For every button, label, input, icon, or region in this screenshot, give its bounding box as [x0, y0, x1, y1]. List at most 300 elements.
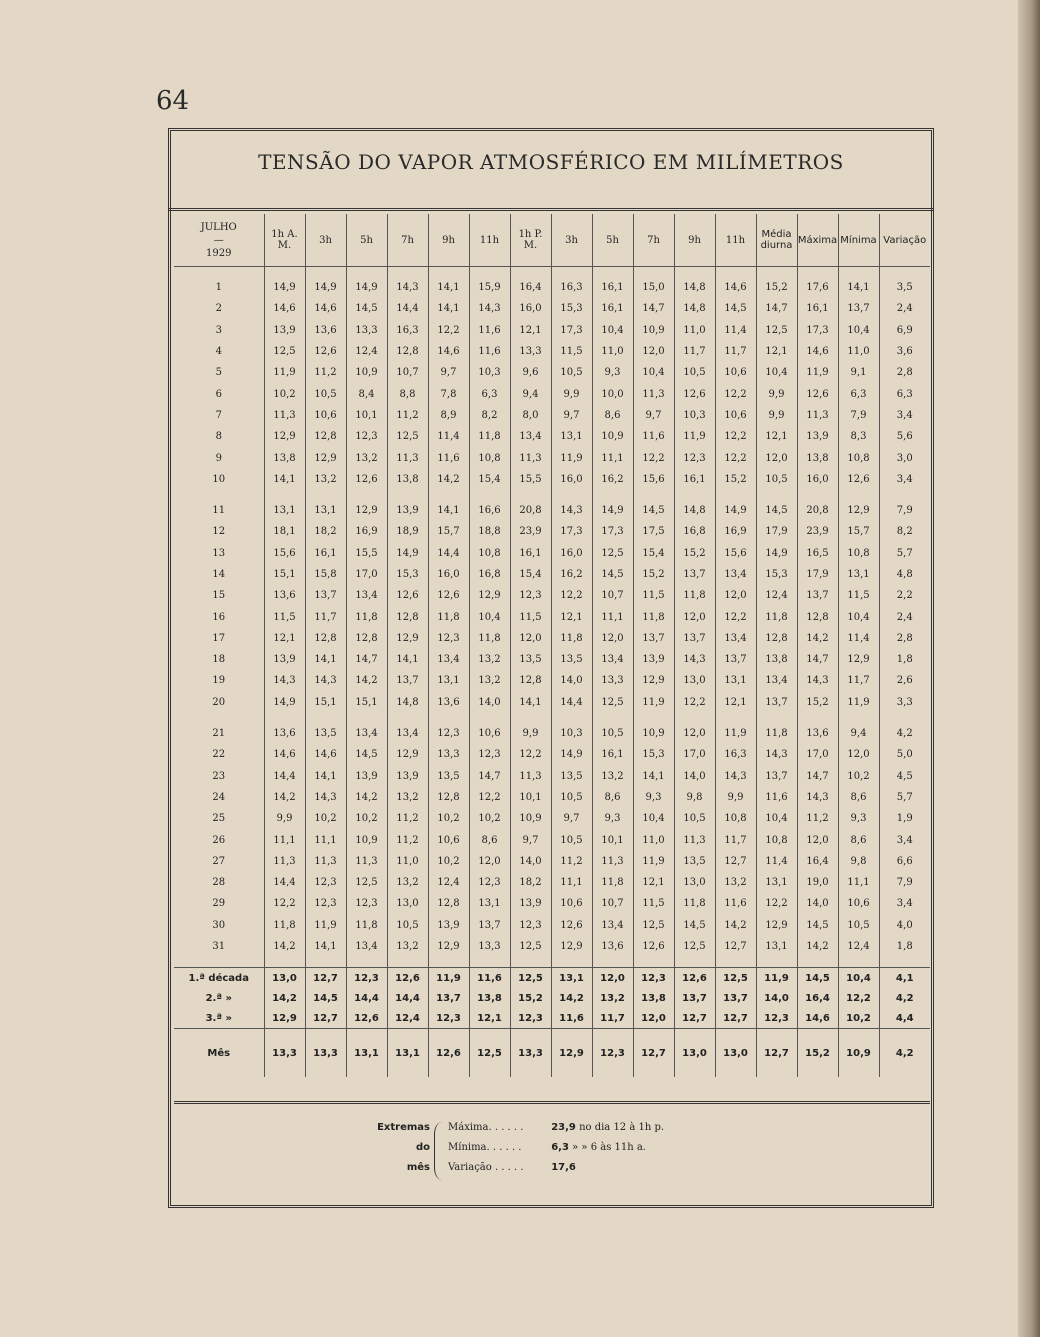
table-cell: 14,2 [715, 915, 756, 936]
table-cell: 5,0 [879, 744, 930, 765]
table-cell: 12,5 [469, 1029, 510, 1078]
title-divider [168, 208, 934, 211]
table-cell: 17,3 [797, 320, 838, 341]
table-cell: 12,3 [428, 1008, 469, 1029]
table-cell: 14,3 [674, 649, 715, 670]
table-cell: 14,7 [346, 649, 387, 670]
table-cell: 14,4 [551, 692, 592, 713]
table-cell: 15,7 [838, 521, 879, 542]
table-cell: 11,2 [797, 808, 838, 829]
table-cell: 16,4 [797, 988, 838, 1008]
table-cell: 8,6 [838, 787, 879, 808]
table-cell: 14,4 [387, 298, 428, 319]
table-cell: 13,7 [387, 670, 428, 691]
table-row [174, 692, 930, 713]
row-label: 28 [212, 877, 226, 889]
table-cell: 13,4 [346, 723, 387, 744]
table-cell: 10,5 [592, 723, 633, 744]
table-cell: 12,7 [633, 1029, 674, 1078]
table-cell: 16,4 [510, 277, 551, 298]
table-cell: 12,1 [633, 872, 674, 893]
table-cell: 16,1 [510, 543, 551, 564]
table-cell: 16,0 [551, 469, 592, 490]
table-cell: 12,7 [715, 851, 756, 872]
col-header: 11h [715, 214, 756, 267]
table-cell: 10,8 [756, 829, 797, 850]
table-cell: 12,2 [674, 692, 715, 713]
table-cell: 11,1 [838, 872, 879, 893]
table-cell: 13,1 [551, 426, 592, 447]
table-cell: 16,9 [715, 521, 756, 542]
table-cell: 13,7 [715, 988, 756, 1008]
table-cell: 14,3 [551, 500, 592, 521]
table-cell: 11,8 [674, 893, 715, 914]
table-cell: 13,7 [756, 692, 797, 713]
table-cell: 12,1 [756, 341, 797, 362]
table-cell: 17,0 [674, 744, 715, 765]
summary-row [174, 968, 930, 989]
table-cell: 17,3 [592, 521, 633, 542]
table-cell: 13,9 [797, 426, 838, 447]
table-cell: 12,2 [510, 744, 551, 765]
table-cell: 10,6 [469, 723, 510, 744]
table-cell: 12,6 [551, 915, 592, 936]
table-cell: 10,8 [469, 447, 510, 468]
table-cell: 11,5 [838, 585, 879, 606]
table-cell: 12,9 [469, 585, 510, 606]
table-cell: 13,9 [387, 766, 428, 787]
table-cell: 13,6 [428, 692, 469, 713]
table-cell: 8,0 [510, 405, 551, 426]
spacer-cell [838, 267, 879, 278]
table-cell: 14,9 [264, 692, 305, 713]
spacer-cell [838, 490, 879, 500]
table-cell: 15,4 [510, 564, 551, 585]
table-cell: 12,2 [428, 320, 469, 341]
table-row [174, 766, 930, 787]
row-label: 17 [212, 632, 226, 644]
table-cell: 12,6 [674, 383, 715, 404]
table-cell: 20,8 [797, 500, 838, 521]
extreme-max: Máxima. . . . . . 23,9 no dia 12 à 1h p. [448, 1122, 665, 1133]
spacer-cell [633, 713, 674, 723]
table-cell: 6,3 [879, 383, 930, 404]
table-cell: 12,2 [715, 447, 756, 468]
table-cell: 12,0 [592, 628, 633, 649]
table-cell: 12,6 [428, 585, 469, 606]
table-cell: 13,9 [510, 893, 551, 914]
table-cell: 13,8 [633, 988, 674, 1008]
table-cell: 10,5 [674, 808, 715, 829]
table-cell: 17,9 [756, 521, 797, 542]
table-cell: 14,1 [428, 298, 469, 319]
table-cell: 11,0 [592, 341, 633, 362]
table-cell: 12,5 [387, 426, 428, 447]
table-cell: 12,4 [838, 936, 879, 957]
table-cell: 10,4 [838, 968, 879, 989]
table-cell: 15,1 [346, 692, 387, 713]
table-cell: 15,0 [633, 277, 674, 298]
row-label: 6 [215, 388, 222, 400]
spacer-cell [305, 267, 346, 278]
row-label: 31 [212, 941, 226, 953]
table-cell: 10,7 [592, 585, 633, 606]
table-cell: 12,0 [469, 851, 510, 872]
table-cell: 13,5 [674, 851, 715, 872]
table-cell: 14,4 [387, 988, 428, 1008]
table-cell: 12,6 [428, 1029, 469, 1078]
table-cell: 12,7 [756, 1029, 797, 1078]
table-row [174, 936, 930, 957]
spacer-cell [756, 267, 797, 278]
table-cell: 14,1 [428, 500, 469, 521]
table-cell: 6,6 [879, 851, 930, 872]
table-cell: 11,8 [756, 606, 797, 627]
table-cell: 12,3 [346, 968, 387, 989]
table-cell: 14,5 [305, 988, 346, 1008]
table-cell: 5,7 [879, 787, 930, 808]
table-cell: 13,0 [674, 872, 715, 893]
table-cell: 14,1 [305, 936, 346, 957]
table-cell: 12,9 [387, 628, 428, 649]
table-cell: 13,1 [346, 1029, 387, 1078]
table-cell: 12,0 [838, 744, 879, 765]
table-cell: 16,8 [469, 564, 510, 585]
spacer-cell [387, 267, 428, 278]
table-cell: 16,0 [510, 298, 551, 319]
col-header: 7h [633, 214, 674, 267]
table-cell: 10,9 [592, 426, 633, 447]
table-cell: 16,1 [797, 298, 838, 319]
table-cell: 14,0 [797, 893, 838, 914]
table-cell: 14,3 [264, 670, 305, 691]
table-cell: 11,6 [469, 320, 510, 341]
table-cell: 15,5 [346, 543, 387, 564]
table-cell: 13,3 [592, 670, 633, 691]
spacer-cell [592, 713, 633, 723]
table-cell: 13,4 [510, 426, 551, 447]
table-cell: 11,9 [715, 723, 756, 744]
table-cell: 11,6 [715, 893, 756, 914]
table-cell: 13,1 [838, 564, 879, 585]
table-cell: 10,6 [838, 893, 879, 914]
table-cell: 10,6 [715, 405, 756, 426]
table-cell: 12,1 [264, 628, 305, 649]
table-cell: 11,8 [756, 723, 797, 744]
table-cell: 13,8 [264, 447, 305, 468]
table-cell: 12,0 [674, 723, 715, 744]
table-cell: 13,1 [387, 1029, 428, 1078]
table-cell: 14,1 [838, 277, 879, 298]
spacer-cell [387, 957, 428, 968]
spacer-row [174, 490, 930, 500]
table-cell: 13,5 [551, 766, 592, 787]
col-header: 5h [592, 214, 633, 267]
table-cell: 13,6 [592, 936, 633, 957]
table-cell: 12,7 [715, 1008, 756, 1029]
row-label: 21 [212, 728, 226, 740]
table-cell: 12,6 [633, 936, 674, 957]
table-cell: 15,4 [633, 543, 674, 564]
table-cell: 4,2 [879, 1029, 930, 1078]
spacer-cell [633, 957, 674, 968]
table-cell: 13,4 [592, 915, 633, 936]
table-cell: 13,1 [264, 500, 305, 521]
table-cell: 13,1 [551, 968, 592, 989]
table-cell: 9,1 [838, 362, 879, 383]
table-cell: 13,7 [674, 628, 715, 649]
table-cell: 13,3 [428, 744, 469, 765]
table-cell: 11,8 [633, 606, 674, 627]
table-cell: 17,9 [797, 564, 838, 585]
spacer-cell [510, 490, 551, 500]
row-label: 25 [212, 813, 226, 825]
table-cell: 10,4 [633, 362, 674, 383]
table-cell: 12,6 [346, 1008, 387, 1029]
table-cell: 13,8 [797, 447, 838, 468]
table-cell: 8,9 [428, 405, 469, 426]
table-cell: 12,3 [305, 893, 346, 914]
table-cell: 15,2 [797, 692, 838, 713]
table-cell: 15,3 [633, 744, 674, 765]
table-cell: 12,0 [674, 606, 715, 627]
table-cell: 11,6 [428, 447, 469, 468]
table-cell: 16,6 [469, 500, 510, 521]
table-cell: 8,6 [592, 405, 633, 426]
table-cell: 10,6 [305, 405, 346, 426]
summary-row [174, 988, 930, 1008]
table-cell: 11,8 [551, 628, 592, 649]
spacer-cell [879, 713, 930, 723]
table-cell: 14,7 [797, 766, 838, 787]
col-header-maxima: Máxima [797, 214, 838, 267]
table-cell: 10,5 [756, 469, 797, 490]
table-row [174, 277, 930, 298]
table-cell: 16,1 [674, 469, 715, 490]
table-cell: 12,6 [387, 585, 428, 606]
table-row [174, 851, 930, 872]
table-row [174, 872, 930, 893]
table-cell: 12,3 [469, 872, 510, 893]
table-cell: 14,2 [264, 787, 305, 808]
table-cell: 13,4 [592, 649, 633, 670]
table-cell: 13,2 [592, 766, 633, 787]
table-cell: 12,8 [428, 893, 469, 914]
table-cell: 11,9 [633, 692, 674, 713]
table-cell: 12,4 [387, 1008, 428, 1029]
table-cell: 10,4 [592, 320, 633, 341]
table-cell: 10,9 [633, 320, 674, 341]
table-cell: 10,2 [428, 808, 469, 829]
table-cell: 11,0 [838, 341, 879, 362]
table-cell: 14,1 [387, 649, 428, 670]
table-cell: 14,1 [633, 766, 674, 787]
table-cell: 10,6 [551, 893, 592, 914]
row-label: 26 [212, 834, 226, 846]
table-cell: 10,0 [592, 383, 633, 404]
table-cell: 10,4 [756, 362, 797, 383]
table-cell: 16,1 [592, 298, 633, 319]
extreme-var: Variação . . . . . 17,6 [448, 1162, 576, 1173]
table-cell: 13,0 [674, 1029, 715, 1078]
table-cell: 14,4 [428, 543, 469, 564]
table-cell: 8,6 [838, 829, 879, 850]
table-cell: 13,8 [469, 988, 510, 1008]
table-cell: 12,0 [633, 341, 674, 362]
table-cell: 14,1 [305, 649, 346, 670]
table-cell: 9,4 [510, 383, 551, 404]
table-cell: 5,7 [879, 543, 930, 564]
table-cell: 12,5 [592, 543, 633, 564]
table-cell: 10,4 [838, 320, 879, 341]
table-cell: 12,8 [346, 628, 387, 649]
table-cell: 15,2 [756, 277, 797, 298]
table-cell: 14,5 [633, 500, 674, 521]
table-cell: 10,2 [305, 808, 346, 829]
table-cell: 3,3 [879, 692, 930, 713]
table-cell: 1,8 [879, 936, 930, 957]
table-cell: 13,3 [510, 1029, 551, 1078]
table-cell: 11,2 [387, 808, 428, 829]
table-cell: 14,3 [469, 298, 510, 319]
table-cell: 11,3 [797, 405, 838, 426]
table-cell: 9,7 [551, 808, 592, 829]
row-label: 8 [215, 431, 222, 443]
table-cell: 9,9 [264, 808, 305, 829]
table-cell: 11,3 [510, 447, 551, 468]
table-cell: 4,0 [879, 915, 930, 936]
row-label: 19 [212, 675, 226, 687]
spacer-cell [838, 713, 879, 723]
table-body [174, 267, 930, 1078]
col-header-variacao: Variação [879, 214, 930, 267]
table-cell: 11,5 [264, 606, 305, 627]
table-cell: 11,9 [428, 968, 469, 989]
table-row [174, 893, 930, 914]
table-cell: 12,6 [838, 469, 879, 490]
table-cell: 14,8 [674, 298, 715, 319]
table-row [174, 628, 930, 649]
table-cell: 10,5 [387, 915, 428, 936]
table-cell: 14,1 [428, 277, 469, 298]
table-cell: 3,4 [879, 893, 930, 914]
table-cell: 14,2 [551, 988, 592, 1008]
table-cell: 10,8 [469, 543, 510, 564]
table-cell: 12,5 [756, 320, 797, 341]
table-cell: 10,3 [469, 362, 510, 383]
table-cell: 14,9 [756, 543, 797, 564]
table-cell: 13,7 [756, 766, 797, 787]
table-row [174, 543, 930, 564]
table-cell: 12,2 [715, 426, 756, 447]
table-cell: 14,9 [387, 543, 428, 564]
table-cell: 13,7 [797, 585, 838, 606]
col-header: 1h P. M. [510, 214, 551, 267]
table-cell: 10,7 [387, 362, 428, 383]
table-cell: 10,2 [428, 851, 469, 872]
table-cell: 12,7 [715, 936, 756, 957]
table-row [174, 787, 930, 808]
table-cell: 14,1 [264, 469, 305, 490]
table-cell: 12,9 [551, 936, 592, 957]
table-cell: 15,1 [264, 564, 305, 585]
table-cell: 10,5 [551, 829, 592, 850]
row-label: 4 [215, 346, 222, 358]
spacer-cell [510, 267, 551, 278]
month-year-header: JULHO — 1929 [174, 214, 264, 267]
spacer-cell [346, 713, 387, 723]
spacer-cell [879, 957, 930, 968]
table-cell: 11,4 [428, 426, 469, 447]
table-cell: 14,5 [715, 298, 756, 319]
table-cell: 14,6 [715, 277, 756, 298]
table-cell: 11,7 [838, 670, 879, 691]
table-cell: 13,1 [469, 893, 510, 914]
table-cell: 11,0 [387, 851, 428, 872]
table-cell: 10,6 [428, 829, 469, 850]
table-cell: 12,9 [838, 649, 879, 670]
spacer-cell [797, 490, 838, 500]
table-cell: 11,5 [510, 606, 551, 627]
table-cell: 16,1 [592, 744, 633, 765]
table-cell: 13,4 [715, 628, 756, 649]
table-cell: 10,2 [264, 383, 305, 404]
table-cell: 13,7 [674, 988, 715, 1008]
table-cell: 11,8 [592, 872, 633, 893]
table-cell: 18,8 [469, 521, 510, 542]
table-cell: 12,5 [264, 341, 305, 362]
table-cell: 13,2 [469, 670, 510, 691]
table-cell: 13,2 [305, 469, 346, 490]
col-header-media: Média diurna [756, 214, 797, 267]
table-cell: 11,8 [346, 915, 387, 936]
table-cell: 12,3 [346, 426, 387, 447]
table-cell: 17,0 [797, 744, 838, 765]
spacer-cell [674, 267, 715, 278]
table-cell: 13,3 [469, 936, 510, 957]
spacer-cell [551, 713, 592, 723]
row-label: 20 [212, 696, 226, 708]
table-cell: 11,3 [674, 829, 715, 850]
table-cell: 14,0 [510, 851, 551, 872]
table-cell: 11,8 [469, 628, 510, 649]
table-cell: 12,3 [346, 893, 387, 914]
table-cell: 10,9 [346, 362, 387, 383]
table-cell: 17,6 [797, 277, 838, 298]
table-cell: 23,9 [797, 521, 838, 542]
table-cell: 12,2 [715, 383, 756, 404]
spacer-cell [428, 267, 469, 278]
table-cell: 9,8 [674, 787, 715, 808]
table-cell: 12,2 [756, 893, 797, 914]
table-row [174, 405, 930, 426]
table-cell: 14,0 [674, 766, 715, 787]
table-cell: 14,6 [797, 341, 838, 362]
col-header: 5h [346, 214, 387, 267]
table-cell: 14,2 [428, 469, 469, 490]
table-cell: 12,0 [756, 447, 797, 468]
table-cell: 10,4 [633, 808, 674, 829]
table-cell: 14,0 [551, 670, 592, 691]
table-cell: 9,7 [510, 829, 551, 850]
table-cell: 13,7 [633, 628, 674, 649]
table-cell: 4,8 [879, 564, 930, 585]
table-cell: 13,9 [428, 915, 469, 936]
spacer-cell [592, 490, 633, 500]
vapor-tension-table [174, 214, 930, 1077]
table-cell: 12,1 [756, 426, 797, 447]
table-cell: 12,1 [551, 606, 592, 627]
